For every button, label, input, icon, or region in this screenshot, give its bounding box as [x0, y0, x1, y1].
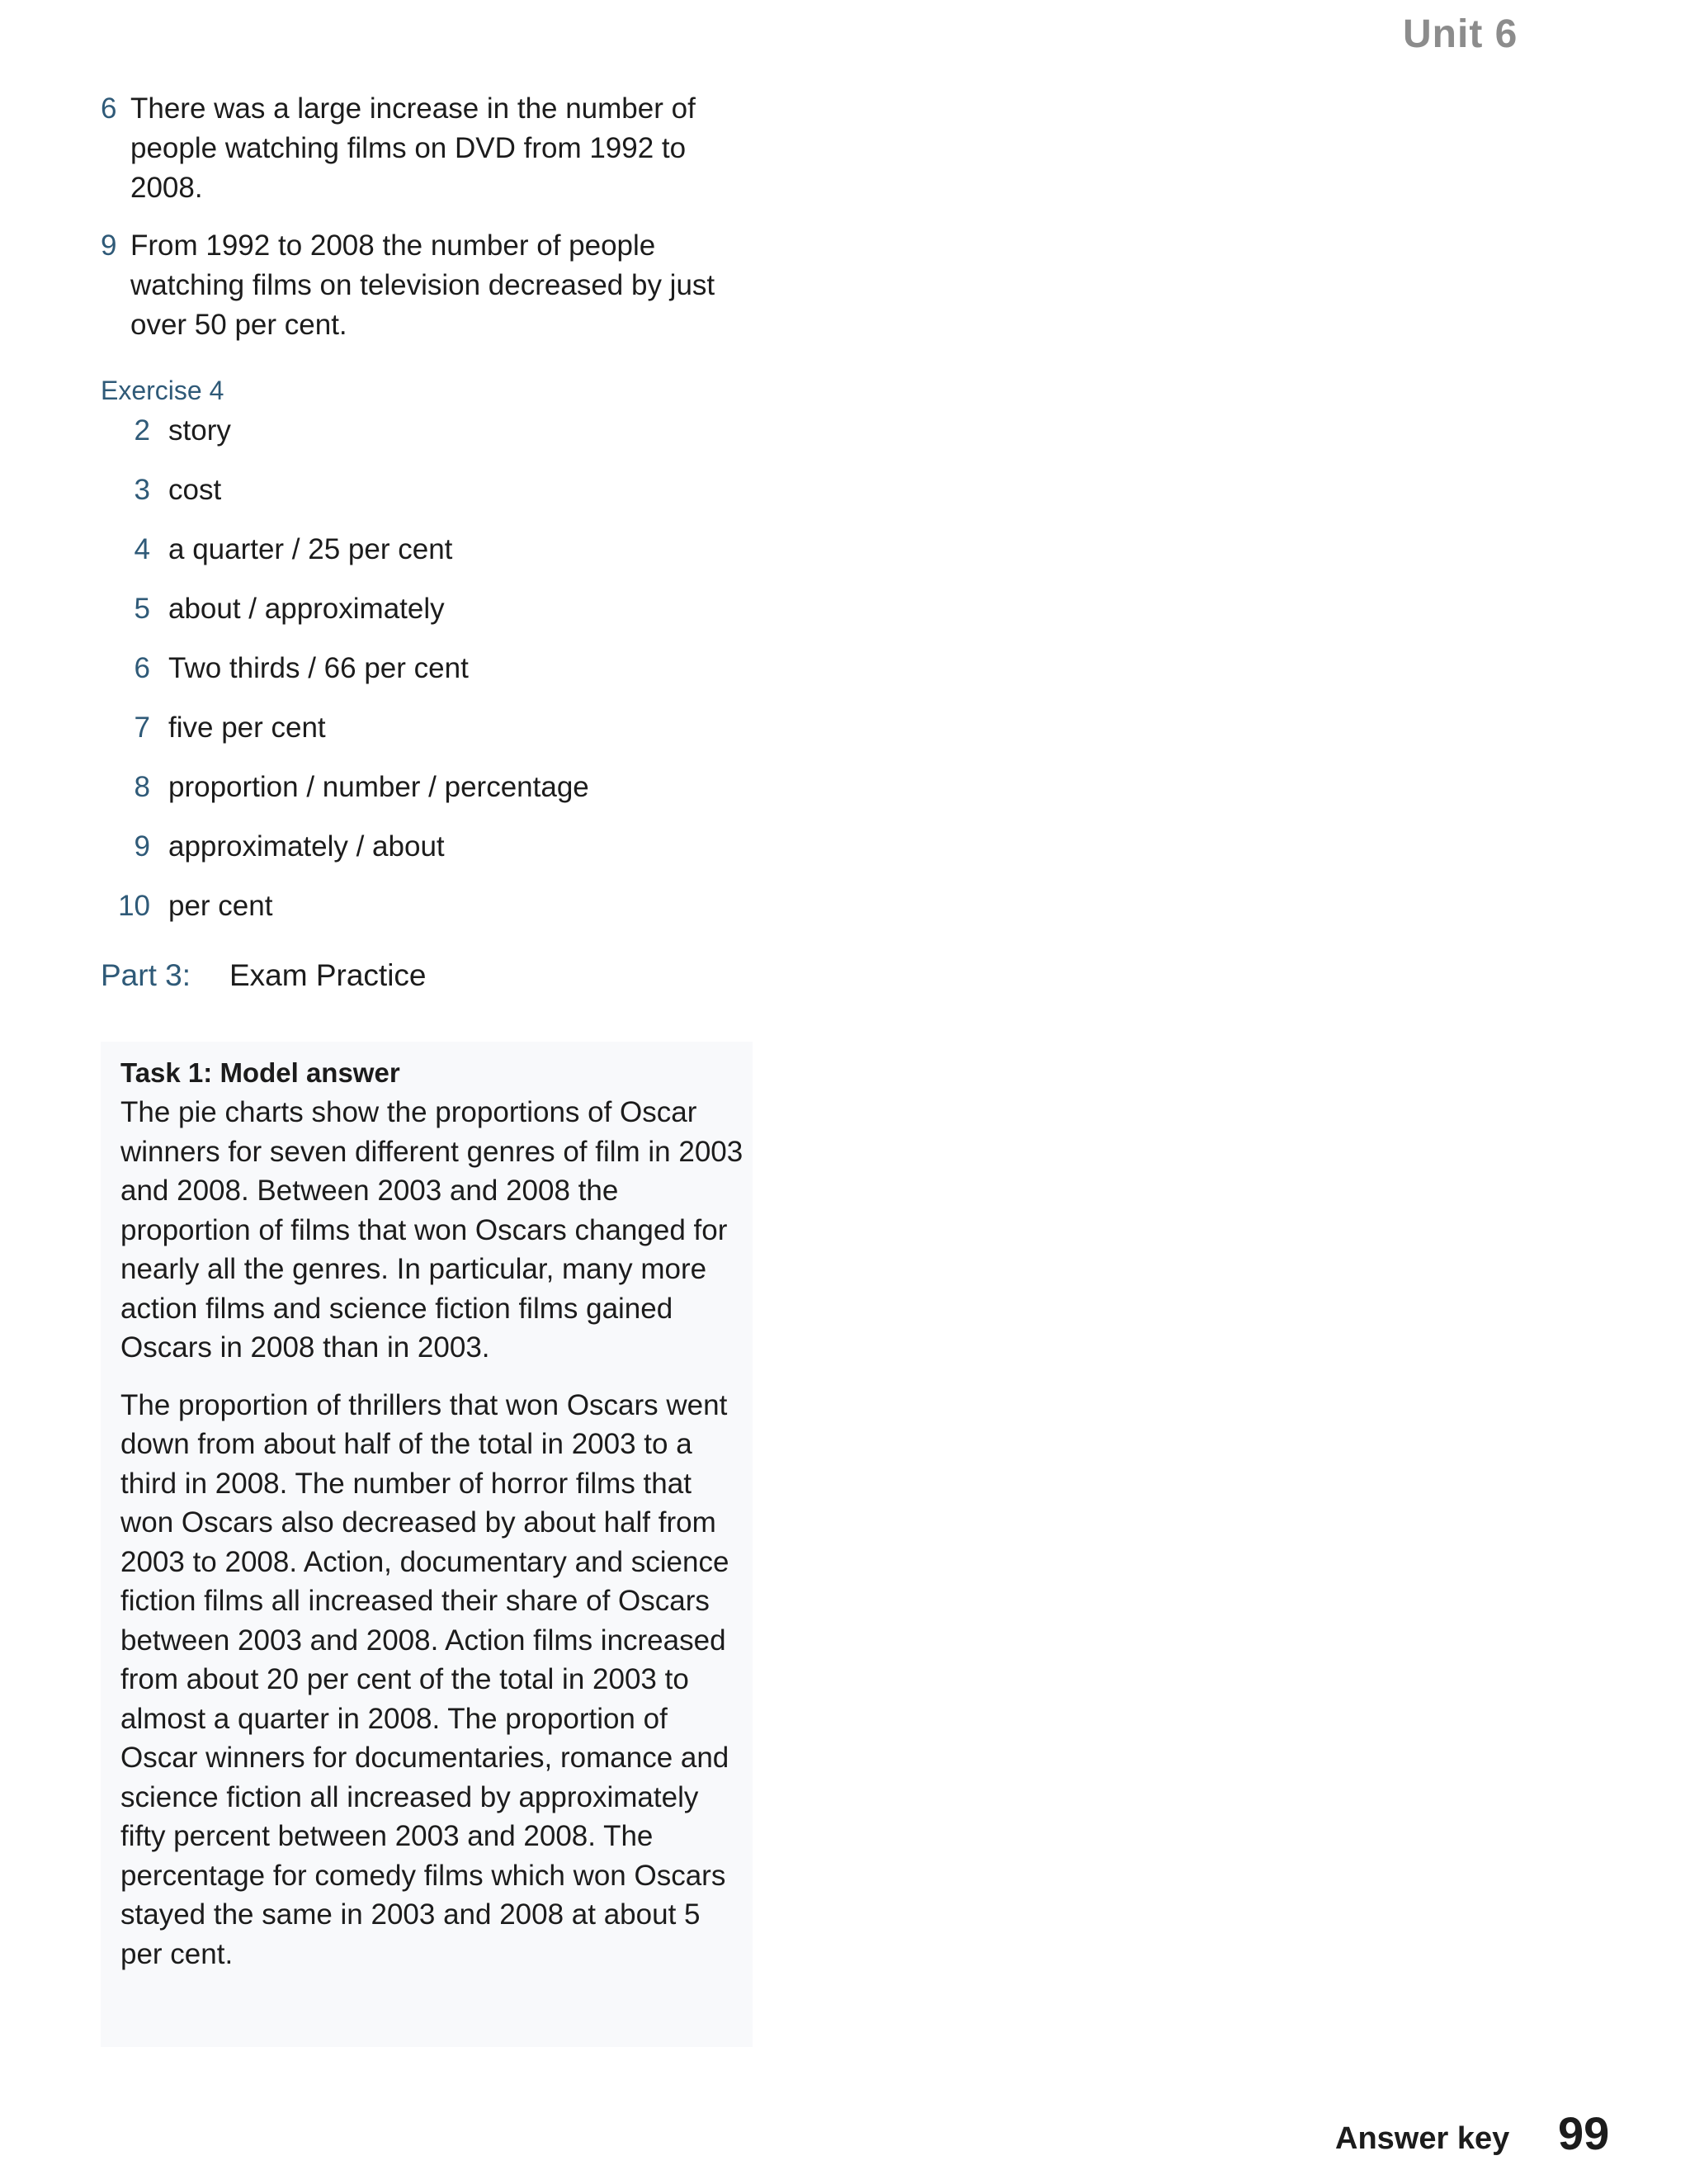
item-number: 9 [101, 229, 117, 262]
item-number: 9 [134, 830, 150, 863]
item-text: cost [168, 474, 222, 506]
item-text: From 1992 to 2008 the number of people watching films on television decreased by just over 50 per cent. [130, 229, 715, 341]
list-item [101, 411, 761, 470]
item-number: 4 [134, 533, 150, 565]
item-number: 5 [134, 593, 150, 625]
list-item [101, 768, 761, 827]
item-text: five per cent [168, 711, 326, 744]
item-number: 3 [134, 474, 150, 506]
list-item [101, 226, 761, 345]
list-item [101, 470, 761, 530]
item-number: 6 [134, 652, 150, 684]
item-number: 10 [118, 890, 150, 922]
list-item [101, 886, 761, 946]
model-answer-panel [101, 1042, 753, 2047]
part-title: Exam Practice [229, 958, 427, 992]
list-item [101, 589, 761, 649]
page-number: 99 [1558, 2107, 1610, 2159]
item-text: proportion / number / percentage [168, 771, 589, 803]
list-item [101, 89, 761, 208]
item-text: per cent [168, 890, 273, 922]
item-text: There was a large increase in the number of people watching films on DVD from 1992 to 2008. [130, 92, 696, 204]
item-number: 6 [101, 92, 117, 125]
unit-heading: Unit 6 [1403, 12, 1518, 56]
list-item [101, 530, 761, 589]
task-title: Task 1: Model answer [120, 1057, 400, 1088]
item-number: 2 [134, 414, 150, 447]
exercise-answer-list [101, 411, 761, 946]
footer-section-label: Answer key [1335, 2121, 1510, 2156]
exercise-heading: Exercise 4 [101, 376, 224, 405]
part-label: Part 3: [101, 958, 191, 992]
item-number: 7 [134, 711, 150, 744]
item-number: 8 [134, 771, 150, 803]
list-item [101, 649, 761, 708]
item-text: a quarter / 25 per cent [168, 533, 453, 565]
answer-paragraph: The proportion of thrillers that won Oscars went down from about half of the total in 2003 to a third in 2008. The number of horror films that won Oscars also decreased by about half from 2003 to 2008. Action, documentary and science fiction films all increased their share of Oscars between 2003 and 2008. Action films increased from about 20 per cent of the total in 2003 to almost a quarter in 2008. The proportion of Oscar winners for documentaries, romance and science fiction all increased by approximately fifty percent between 2003 and 2008. The percentage for comedy films which won Oscars stayed the same in 2003 and 2008 at about 5 per cent. [120, 1388, 729, 1970]
item-text: story [168, 414, 231, 447]
item-text: approximately / about [168, 830, 445, 863]
answer-paragraph: The pie charts show the proportions of Oscar winners for seven different genres of film in 2003 and 2008. Between 2003 and 2008 the proportion of films that won Oscars changed for nearly all the genres. In particular, many more action films and science fiction films gained Oscars in 2008 than in 2003. [120, 1096, 744, 1364]
part-heading [101, 953, 761, 999]
list-item [101, 827, 761, 886]
answer-column [101, 89, 761, 999]
item-text: Two thirds / 66 per cent [168, 652, 469, 684]
item-text: about / approximately [168, 593, 445, 625]
list-item [101, 708, 761, 768]
